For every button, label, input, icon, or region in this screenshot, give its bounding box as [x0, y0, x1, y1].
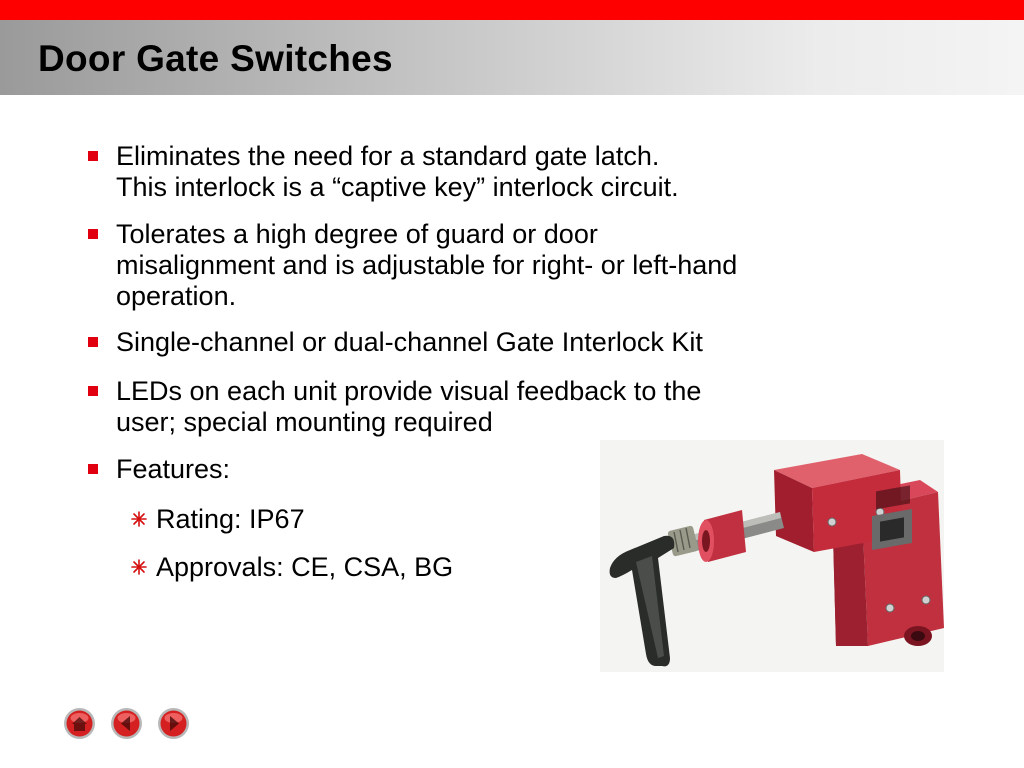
bullet-square-icon [88, 337, 98, 347]
arrow-left-icon [110, 707, 143, 740]
bullet-line: Eliminates the need for a standard gate latch. [116, 141, 660, 171]
bullet-text [116, 327, 703, 358]
bullet-line: misalignment and is adjustable for right- or left-hand [116, 250, 738, 280]
bullet-line: Single-channel or dual-channel Gate Interlock Kit [116, 327, 703, 357]
feature-text: Approvals: CE, CSA, BG [156, 552, 454, 582]
bullet-text [116, 454, 230, 485]
slide-title: Door Gate Switches [38, 38, 393, 79]
next-button[interactable] [157, 707, 190, 740]
home-button[interactable] [63, 707, 96, 740]
door-gate-switch-image [600, 440, 944, 672]
bullet-line: LEDs on each unit provide visual feedback to the [116, 376, 702, 406]
bullet-square-icon [88, 229, 98, 239]
bullet-text [116, 219, 737, 312]
feature-text: Rating: IP67 [156, 504, 305, 534]
bullet-text [116, 376, 701, 438]
asterisk-bullet-icon [130, 510, 148, 528]
bullet-line: Features: [116, 454, 231, 484]
bullet-square-icon [88, 151, 98, 161]
bullet-square-icon [88, 464, 98, 474]
previous-button[interactable] [110, 707, 143, 740]
top-accent-stripe [0, 0, 1024, 20]
bullet-line: user; special mounting required [116, 407, 493, 437]
bullet-square-icon [88, 386, 98, 396]
bullet-line: Tolerates a high degree of guard or door [116, 219, 598, 249]
arrow-right-icon [157, 707, 190, 740]
bullet-line: This interlock is a “captive key” interlock circuit. [116, 172, 679, 202]
asterisk-bullet-icon [130, 558, 148, 576]
home-icon [63, 707, 96, 740]
bullet-text [116, 141, 679, 203]
bullet-line: operation. [116, 281, 237, 311]
